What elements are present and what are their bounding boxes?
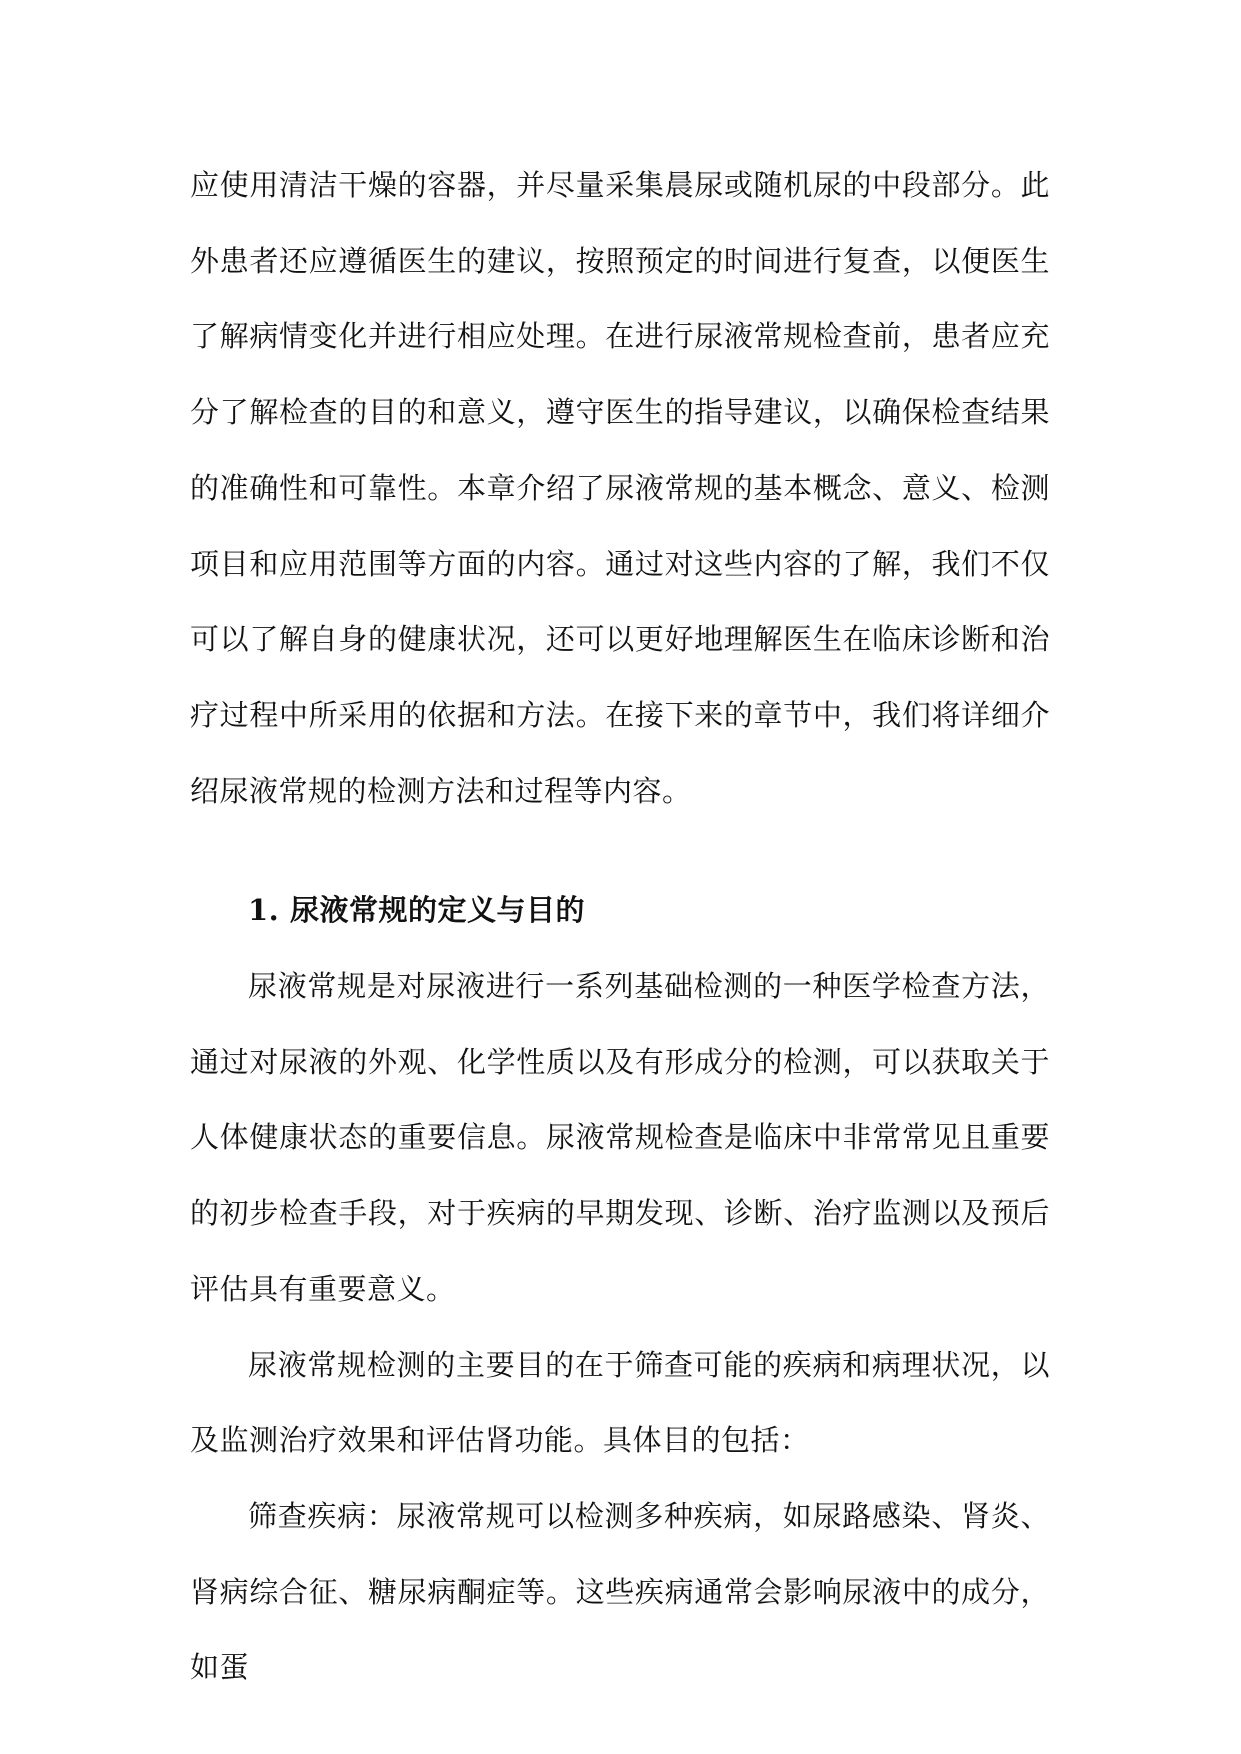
body-paragraph-continued: 应使用清洁干燥的容器，并尽量采集晨尿或随机尿的中段部分。此外患者还应遵循医生的建议，按照预定的时间进行复查，以便医生了解病情变化并进行相应处理。在进行尿液常规检查前，患者应充分了解检查的目的和意义，遵守医生的指导建议，以确保检查结果的准确性和可靠性。本章介绍了尿液常规的基本概念、意义、检测项目和应用范围等方面的内容。通过对这些内容的了解，我们不仅可以了解自身的健康状况，还可以更好地理解医生在临床诊断和治疗过程中所采用的依据和方法。在接下来的章节中，我们将详细介绍尿液常规的检测方法和过程等内容。	[190, 168, 1050, 808]
section-title: 尿液常规的定义与目的	[290, 893, 586, 928]
body-paragraph-screening: 筛查疾病：尿液常规可以检测多种疾病，如尿路感染、肾炎、肾病综合征、糖尿病酮症等。这些疾病通常会影响尿液中的成分，如蛋	[190, 1498, 1050, 1685]
document-page	[190, 148, 1050, 1706]
section-heading	[190, 873, 1050, 949]
section-number: 1.	[248, 893, 280, 928]
body-paragraph-purpose: 尿液常规检测的主要目的在于筛查可能的疾病和病理状况，以及监测治疗效果和评估肾功能。具体目的包括：	[190, 1347, 1050, 1458]
body-paragraph-definition: 尿液常规是对尿液进行一系列基础检测的一种医学检查方法，通过对尿液的外观、化学性质以及有形成分的检测，可以获取关于人体健康状态的重要信息。尿液常规检查是临床中非常常见且重要的初步检查手段，对于疾病的早期发现、诊断、治疗监测以及预后评估具有重要意义。	[190, 969, 1050, 1306]
